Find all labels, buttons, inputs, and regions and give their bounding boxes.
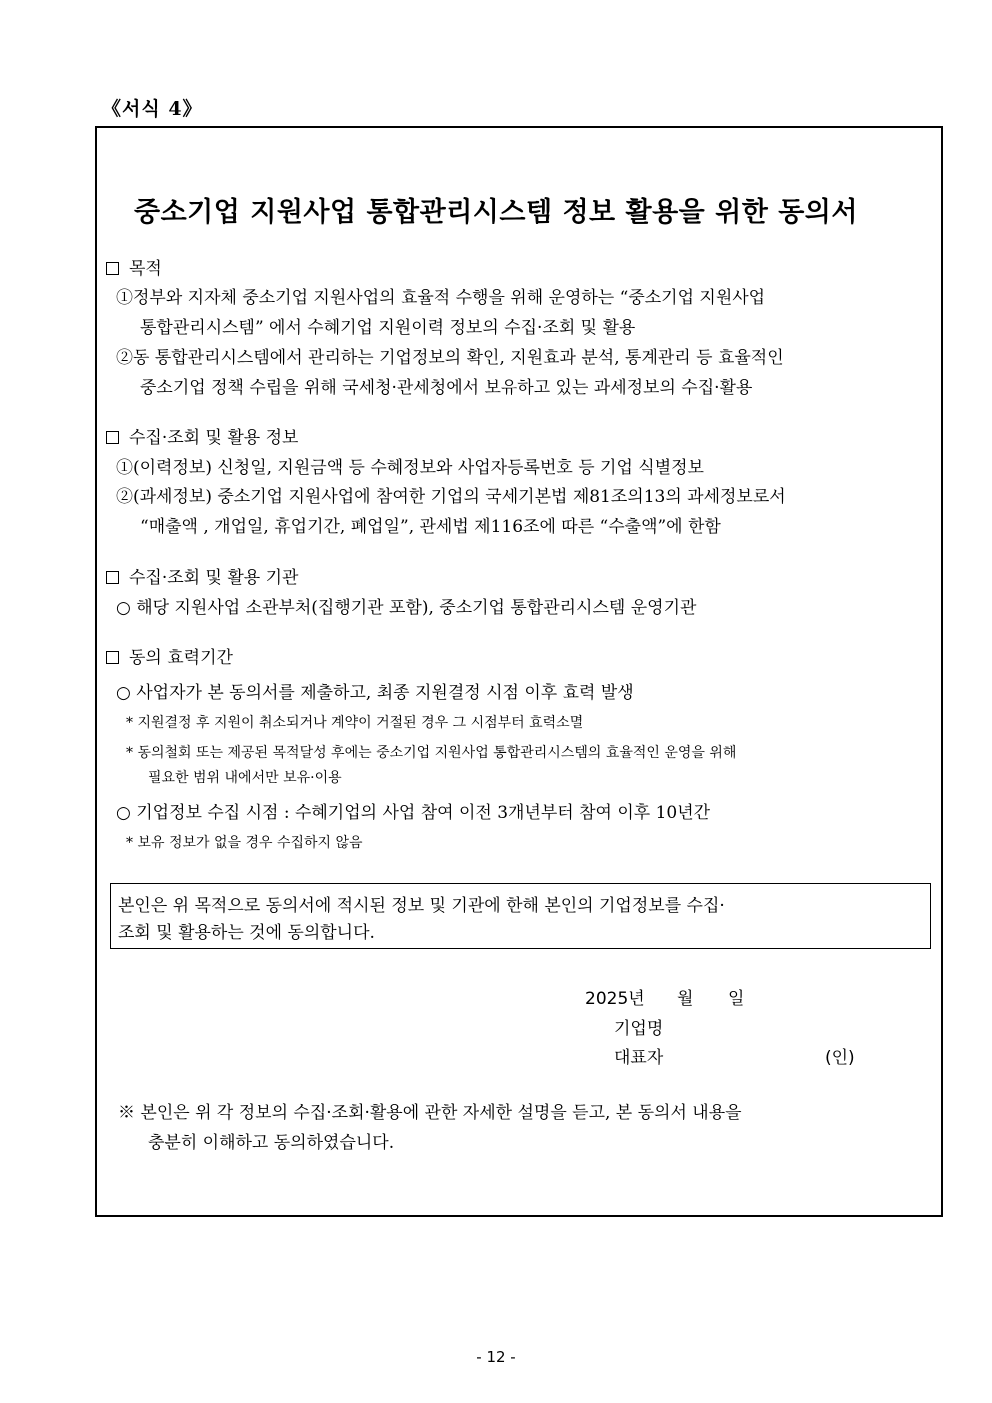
purpose-item-2-cont: 중소기업 정책 수립을 위해 국세청·관세청에서 보유하고 있는 과세정보의 수집·활용 xyxy=(140,378,753,398)
signature-month: 월 xyxy=(677,989,694,1009)
info-item-2-cont: “매출액 , 개업일, 휴업기간, 폐업일”, 관세법 제116조에 따른 “수출액”에 한함 xyxy=(140,517,721,537)
signature-seal: (인) xyxy=(825,1048,855,1068)
signature-day: 일 xyxy=(728,989,745,1009)
agreement-line-1: 본인은 위 목적으로 동의서에 적시된 정보 및 기관에 한해 본인의 기업정보를 수집· xyxy=(118,896,725,916)
checkbox-square-icon xyxy=(106,651,119,664)
signature-year: 2025년 xyxy=(585,989,645,1009)
checkbox-square-icon xyxy=(106,571,119,584)
info-item-1: ①(이력정보) 신청일, 지원금액 등 수혜정보와 사업자등록번호 등 기업 식별정보 xyxy=(116,458,704,478)
footnote-line-2: 충분히 이해하고 동의하였습니다. xyxy=(148,1133,395,1153)
footnote-line-1: ※ 본인은 위 각 정보의 수집·조회·활용에 관한 자세한 설명을 듣고, 본 동의서 내용을 xyxy=(118,1103,742,1123)
agency-item-1: ○ 해당 지원사업 소관부처(집행기관 포함), 중소기업 통합관리시스템 운영기관 xyxy=(116,598,697,618)
info-item-2: ②(과세정보) 중소기업 지원사업에 참여한 기업의 국세기본법 제81조의13의 과세정보로서 xyxy=(116,487,786,507)
section-info-title: 수집·조회 및 활용 정보 xyxy=(129,428,299,448)
signature-rep-label: 대표자 xyxy=(614,1048,664,1068)
purpose-item-1: ①정부와 지자체 중소기업 지원사업의 효율적 수행을 위해 운영하는 “중소기업 지원사업 xyxy=(116,288,766,308)
period-item-2: ○ 기업정보 수집 시점 : 수혜기업의 사업 참여 이전 3개년부터 참여 이후 10년간 xyxy=(116,803,711,823)
section-period-heading xyxy=(106,643,233,668)
period-note-2: * 동의철회 또는 제공된 목적달성 후에는 중소기업 지원사업 통합관리시스템의 효율적인 운영을 위해 xyxy=(126,745,737,761)
page-number: - 12 - xyxy=(476,1348,516,1366)
section-purpose-title: 목적 xyxy=(129,259,162,279)
signature-company-label: 기업명 xyxy=(614,1019,664,1039)
checkbox-square-icon xyxy=(106,262,119,275)
period-note-2-cont: 필요한 범위 내에서만 보유·이용 xyxy=(148,770,342,786)
purpose-item-1-cont: 통합관리시스템” 에서 수혜기업 지원이력 정보의 수집·조회 및 활용 xyxy=(140,318,636,338)
agreement-line-2: 조회 및 활용하는 것에 동의합니다. xyxy=(118,923,375,943)
section-period-title: 동의 효력기간 xyxy=(129,648,233,668)
document-title: 중소기업 지원사업 통합관리시스템 정보 활용을 위한 동의서 xyxy=(134,197,858,228)
form-label: 《서식 4》 xyxy=(102,98,203,120)
period-note-1: * 지원결정 후 지원이 취소되거나 계약이 거절된 경우 그 시점부터 효력소멸 xyxy=(126,715,584,731)
section-agency-heading xyxy=(106,563,298,588)
section-agency-title: 수집·조회 및 활용 기관 xyxy=(129,568,299,588)
period-note-3: * 보유 정보가 없을 경우 수집하지 않음 xyxy=(126,835,363,851)
section-purpose-heading xyxy=(106,254,162,279)
section-info-heading xyxy=(106,423,298,448)
purpose-item-2: ②동 통합관리시스템에서 관리하는 기업정보의 확인, 지원효과 분석, 통계관리 등 효율적인 xyxy=(116,348,784,368)
period-item-1: ○ 사업자가 본 동의서를 제출하고, 최종 지원결정 시점 이후 효력 발생 xyxy=(116,683,634,703)
checkbox-square-icon xyxy=(106,431,119,444)
